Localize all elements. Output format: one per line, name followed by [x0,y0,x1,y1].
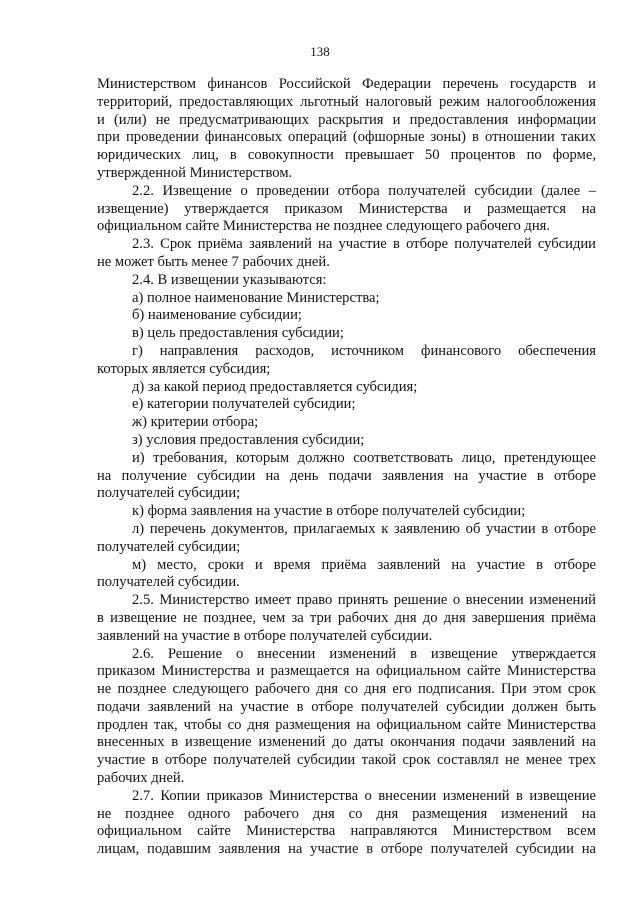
text-line: л) перечень документов, прилагаемых к заявлению об участии в отборе [132,520,596,537]
text-line: е) категории получателей субсидии; [132,396,356,413]
text-line: в) цель предоставления субсидии; [132,325,344,342]
text-line: получателей субсидии. [97,574,240,591]
text-line: заявлений на участие в отборе получателей субсидии. [97,627,433,644]
text-line: официальном сайте Министерства направляются Министерством всем [97,823,596,840]
text-line: не может быть менее 7 рабочих дней. [97,253,330,270]
text-line: 2.5. Министерство имеет право принять решение о внесении изменений [132,592,596,609]
text-line: продлен так, чтобы со дня размещения на официальном сайте Министерства [97,716,596,733]
text-line: Министерством финансов Российской Федерации перечень государств и [97,76,596,92]
text-line: территорий, предоставляющих льготный налоговый режим налогообложения [97,93,596,110]
text-line: г) направления расходов, источником финансового обеспечения [132,342,596,359]
text-line: к) форма заявления на участие в отборе получателей субсидии; [132,503,526,520]
text-line: 2.2. Извещение о проведении отбора получателей субсидии (далее – [132,182,596,199]
text-line: подачи заявлений на участие в отборе получателей субсидии должен быть [97,698,596,715]
text-line: и (или) не предусматривающих раскрытия и предоставления информации [97,111,596,128]
text-line: 2.7. Копии приказов Министерства о внесении изменений в извещение [132,787,596,804]
text-line: не позднее следующего рабочего дня со дня его подписания. При этом срок [97,681,596,698]
text-line: извещение) утверждается приказом Министерства и размещается на [97,200,596,217]
text-line: и) требования, которым должно соответствовать лицо, претендующее [132,449,596,466]
text-line: лицам, подавшим заявления на участие в отборе получателей субсидии на [97,841,596,858]
text-line: 2.6. Решение о внесении изменений в извещение утверждается [132,645,596,662]
text-line: на получение субсидии на день подачи заявления на участие в отборе [97,467,596,484]
text-line: которых является субсидия; [97,360,271,377]
text-line: ж) критерии отбора; [132,414,259,431]
page-number: 138 [310,44,330,59]
text-line: получателей субсидии; [97,485,241,502]
text-line: б) наименование субсидии; [132,307,302,324]
text-line: утвержденной Министерством. [97,164,293,181]
document-body [97,76,596,859]
text-line: в извещение не позднее, чем за три рабочих дня до дня завершения приёма [97,609,596,626]
text-line: з) условия предоставления субсидии; [132,431,365,448]
text-line: юридических лиц, в совокупности превышает 50 процентов по форме, [97,147,596,164]
text-line: 2.3. Срок приёма заявлений на участие в отборе получателей субсидии [132,236,596,253]
text-line: при проведении финансовых операций (офшорные зоны) в отношении таких [97,129,596,146]
text-line: м) место, сроки и время приёма заявлений на участие в отборе [132,556,596,573]
text-line: участие в отборе получателей субсидии такой срок составлял не менее трех [97,752,596,769]
text-line: рабочих дней. [97,770,185,787]
text-line: приказом Министерства и размещается на официальном сайте Министерства [97,663,596,680]
text-line: получателей субсидии; [97,538,241,555]
text-line: не позднее одного рабочего дня со дня размещения изменений на [97,805,596,822]
text-line: а) полное наименование Министерства; [132,289,380,306]
text-line: д) за какой период предоставляется субсидия; [132,378,418,395]
text-line: официальном сайте Министерства не позднее следующего рабочего дня. [97,218,551,235]
text-line: 2.4. В извещении указываются: [132,271,327,288]
text-line: внесенных в извещение изменений до даты окончания подачи заявлений на [97,734,596,751]
